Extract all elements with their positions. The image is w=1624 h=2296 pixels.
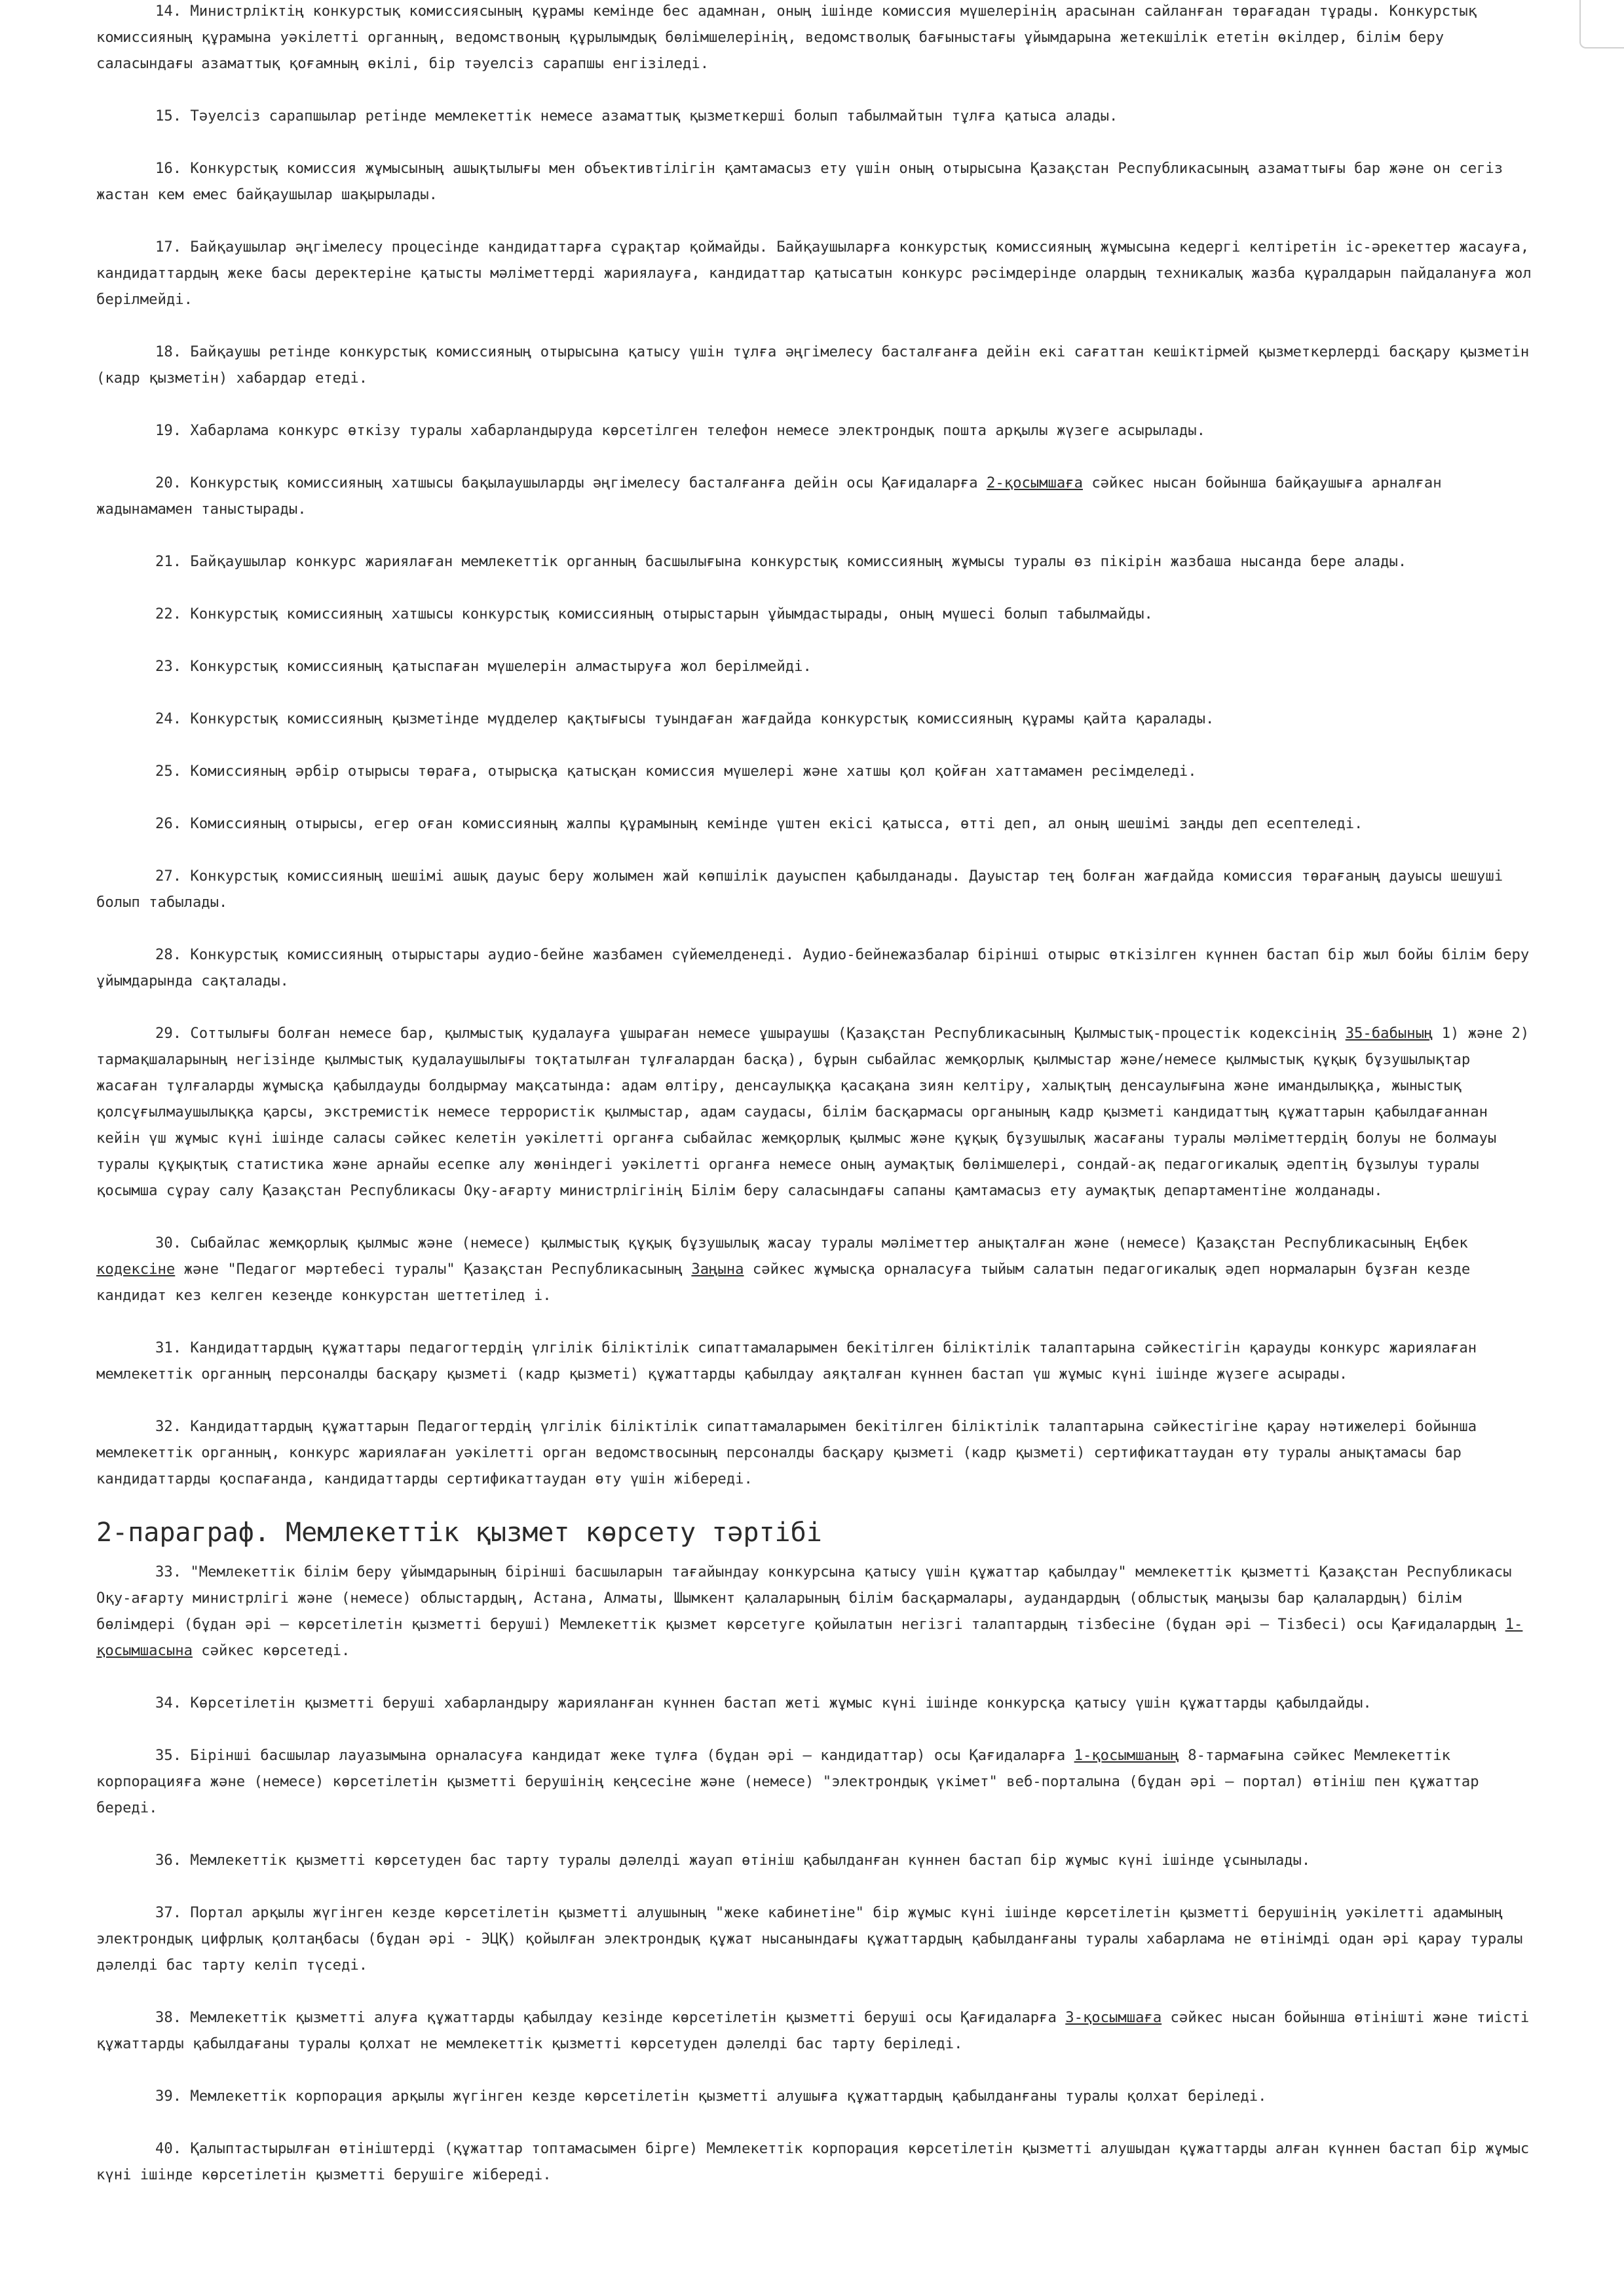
link-appendix-1-item[interactable]: 1-қосымшаның xyxy=(1074,1747,1179,1764)
paragraph-30-text-c: сәйкес жұмысқа орналасуға тыйым салатын педагогикалық әдеп нормаларын бұзған кезде кандидат кез келген кезеңде конкурстан шеттетілед і. xyxy=(96,1261,1479,1304)
paragraph-35-text-a: 35. Бірінші басшылар лауазымына орналасуға кандидат жеке тұлға (бұдан әрі – кандидаттар) осы Қағидаларға xyxy=(155,1747,1074,1764)
link-labor-code[interactable]: кодексіне xyxy=(96,1261,176,1278)
paragraph-40: 40. Қалыптастырылған өтініштерді (құжаттар топтамасымен бірге) Мемлекеттік корпорация көрсетілетін қызметті алушыдан құжаттарды алған күннен бастап бір жұмыс күні ішінде көрсетілетін қызметті берушіге жібереді. xyxy=(96,2140,1538,2183)
link-appendix-1[interactable]: 1-қосымшасына xyxy=(96,1616,1523,1659)
paragraph-23: 23. Конкурстық комиссияның қатыспаған мүшелерін алмастыруға жол берілмейді. xyxy=(155,658,812,675)
paragraph-29-text-b: 1) және 2) тармақшаларының негізінде қылмыстық қудалаушылығы тоқтатылған тұлғалардан басқа), бұрын сыбайлас жемқорлық қылмыстар және/немесе қылмыстық құқық бұзушылықтар жасаған тұлғаларды жұмысқа қабылдауды болдырмау мақсатында: адам өлтіру, денсаулыққа қасақана зиян келтіру, халықтың денсаулығына және имандылыққа, жыныстық қолсұғылмаушылыққа қарсы, экстремистік немесе террористік қылмыстар, адам саудасы, білім басқармасы органының кадр қызметі кандидаттың құжаттарын қабылдағаннан кейін үш жұмыс күні ішінде саласы сәйкес келетін уәкілетті органға сыбайлас жемқорлық қылмыс және құқық бұзушылық жасағаны туралы мәліметтердің болуы не болмауы туралы құқықтық статистика және арнайы есепке алу жөніндегі уәкілетті органға немесе оның аумақтық бөлімшелері, сондай-ақ педагогикалық әдептің бұзылуы туралы қосымша сұрау салу Қазақстан Республикасы Оқу-ағарту министрлігінің Білім беру саласындағы сапаны қамтамасыз ету аумақтық департаментіне жолданады. xyxy=(96,1025,1538,1199)
paragraph-34: 34. Көрсетілетін қызметті беруші хабарландыру жарияланған күннен бастап жеті жұмыс күні ішінде конкурсқа қатысу үшін құжаттарды қабылдайды. xyxy=(155,1694,1372,1712)
link-appendix-3[interactable]: 3-қосымшаға xyxy=(1065,2009,1162,2026)
paragraph-33 xyxy=(96,1559,1538,1664)
paragraph-14: 14. Министрліктің конкурстық комиссиясының құрамы кемінде бес адамнан, оның ішінде комиссия мүшелерінің арасынан сайланған төрағадан тұрады. Конкурстық комиссияның құрамына уәкілетті органның, ведомствоның құрылымдық бөлімшелерінің, ведомстволық бағыныстағы ұйымдарына жетекшілік ететін өкілдер, білім беру саласындағы азаматтық қоғамның өкілі, бір тәуелсіз сарапшы енгізіледі. xyxy=(96,3,1486,72)
paragraph-22: 22. Конкурстық комиссияның хатшысы конкурстық комиссияның отырыстарын ұйымдастырады, оның мүшесі болып табылмайды. xyxy=(155,605,1153,622)
paragraph-38-text-b: сәйкес нысан бойынша өтінішті және тиісті құжаттарды қабылдағаны туралы қолхат не мемлекеттік қызметті көрсетуден дәлелді бас тарту беріледі. xyxy=(96,2009,1538,2052)
paragraph-30 xyxy=(96,1230,1538,1309)
page-corner-tab xyxy=(1579,0,1624,48)
section-heading: 2-параграф. Мемлекеттік қызмет көрсету тәртібі xyxy=(96,1518,822,1548)
paragraph-15: 15. Тәуелсіз сарапшылар ретінде мемлекеттік немесе азаматтық қызметкерші болып табылмайтын тұлға қатыса алады. xyxy=(155,107,1118,124)
link-appendix-2[interactable]: 2-қосымшаға xyxy=(987,474,1083,491)
paragraph-38 xyxy=(96,2004,1538,2057)
paragraph-25: 25. Комиссияның әрбір отырысы төраға, отырысқа қатысқан комиссия мүшелері және хатшы қол қойған хаттамамен ресімделеді. xyxy=(155,763,1197,780)
paragraph-20 xyxy=(96,470,1538,522)
paragraph-20-text-b: сәйкес нысан бойынша байқаушыға арналған жадынамамен таныстырады. xyxy=(96,474,1451,518)
paragraph-24: 24. Конкурстық комиссияның қызметінде мүдделер қақтығысы туындаған жағдайда конкурстық комиссияның құрамы қайта қаралады. xyxy=(155,710,1215,727)
paragraph-21: 21. Байқаушылар конкурс жариялаған мемлекеттік органның басшылығына конкурстық комиссияның жұмысы туралы өз пікірін жазбаша нысанда бере алады. xyxy=(155,553,1407,570)
document-body xyxy=(96,0,1541,2188)
paragraph-35-text-b: 8-тармағына сәйкес Мемлекеттік корпорацияға және (немесе) көрсетілетін қызметті берушінің кеңсесіне және (немесе) "электрондық үкімет" веб-порталына (бұдан әрі – портал) өтініш пен құжаттар береді. xyxy=(96,1747,1488,1816)
paragraph-28: 28. Конкурстық комиссияның отырыстары аудио-бейне жазбамен сүйемелденеді. Аудио-бейнежазбалар бірінші отырыс өткізілген күннен бастап бір жыл бойы білім беру ұйымдарында сақталады. xyxy=(96,946,1538,989)
paragraph-30-text-b: және "Педагог мәртебесі туралы" Қазақстан Республикасының xyxy=(175,1261,692,1278)
paragraph-17: 17. Байқаушылар әңгімелесу процесінде кандидаттарға сұрақтар қоймайды. Байқаушыларға конкурстық комиссияның жұмысына кедергі келтіретін іс-әрекеттер жасауға, кандидаттардың жеке басы деректеріне қатысты мәліметтерді жариялауға, кандидаттар қатысатын конкурс рәсімдерінде олардың техникалық жазба құралдарын пайдалануға жол берілмейді. xyxy=(96,239,1541,308)
paragraph-29-text-a: 29. Соттылығы болған немесе бар, қылмыстық қудалауға ұшыраған немесе ұшыраушы (Қазақстан Республикасының Қылмыстық-процестік кодексінің xyxy=(155,1025,1346,1042)
paragraph-26: 26. Комиссияның отырысы, егер оған комиссияның жалпы құрамының кемінде үштен екісі қатысса, өтті деп, ал оның шешімі заңды деп есептеледі. xyxy=(155,815,1363,832)
paragraph-33-text-a: 33. "Мемлекеттік білім беру ұйымдарының бірінші басшыларын тағайындау конкурсына қатысу үшін құжаттар қабылдау" мемлекеттік қызметті Қазақстан Республикасы Оқу-ағарту министрлігі және (немесе) облыстардың, Астана, Алматы, Шымкент қалаларының білім басқармалары, аудандардың (облыстық маңызы бар қалалардың) білім бөлімдері (бұдан әрі – көрсетілетін қызметті беруші) Мемлекеттік қызмет көрсетуге қойылатын негізгі талаптардың тізбесіне (бұдан әрі – Тізбесі) осы Қағидалардың xyxy=(96,1563,1520,1633)
paragraph-39: 39. Мемлекеттік корпорация арқылы жүгінген кезде көрсетілетін қызметті алушыға құжаттардың қабылданғаны туралы қолхат беріледі. xyxy=(155,2088,1267,2105)
link-law[interactable]: Заңына xyxy=(691,1261,744,1278)
paragraph-33-text-b: сәйкес көрсетеді. xyxy=(192,1642,350,1659)
paragraph-20-text-a: 20. Конкурстық комиссияның хатшысы бақылаушыларды әңгімелесу басталғанға дейін осы Қағидаларға xyxy=(155,474,987,491)
paragraph-35 xyxy=(96,1742,1538,1821)
paragraph-16: 16. Конкурстық комиссия жұмысының ашықтылығы мен объективтілігін қамтамасыз ету үшін оның отырысына Қазақстан Республикасының азаматтығы бар және он сегіз жастан кем емес байқаушылар шақырылады. xyxy=(96,160,1512,203)
paragraph-36: 36. Мемлекеттік қызметті көрсетуден бас тарту туралы дәлелді жауап өтініш қабылданған күннен бастап бір жұмыс күні ішінде ұсынылады. xyxy=(155,1852,1311,1869)
paragraph-18: 18. Байқаушы ретінде конкурстық комиссияның отырысына қатысу үшін тұлға әңгімелесу басталғанға дейін екі сағаттан кешіктірмей қызметкерлерді басқару қызметін (кадр қызметін) хабардар етеді. xyxy=(96,343,1538,387)
paragraph-37: 37. Портал арқылы жүгінген кезде көрсетілетін қызметті алушының "жеке кабинетіне" бір жұмыс күні ішінде көрсетілетін қызметті берушінің уәкілетті адамының электрондық цифрлық қолтаңбасы (бұдан әрі - ЭЦҚ) қойылған электрондық құжат нысанындағы құжаттардың қабылданғаны туралы хабарлама не өтінімді одан әрі қарау туралы дәлелді бас тарту келіп түседі. xyxy=(96,1904,1532,1974)
paragraph-38-text-a: 38. Мемлекеттік қызметті алуға құжаттарды қабылдау кезінде көрсетілетін қызметті беруші осы Қағидаларға xyxy=(155,2009,1066,2026)
paragraph-29 xyxy=(96,1020,1538,1204)
paragraph-30-text-a: 30. Сыбайлас жемқорлық қылмыс және (немесе) қылмыстық құқық бұзушылық жасау туралы мәліметтер анықталған және (немесе) Қазақстан Республикасының Еңбек xyxy=(155,1234,1477,1252)
link-article-35[interactable]: 35-бабының xyxy=(1345,1025,1433,1042)
paragraph-31: 31. Кандидаттардың құжаттары педагогтердің үлгілік біліктілік сипаттамаларымен бекітілген біліктілік талаптарына сәйкестігін қарауды конкурс жариялаған мемлекеттік органның персоналды басқару қызметі (кадр қызметі) құжаттарды қабылдау аяқталған күннен бастап үш жұмыс күні ішінде жүзеге асырады. xyxy=(96,1339,1486,1383)
paragraph-19: 19. Хабарлама конкурс өткізу туралы хабарландыруда көрсетілген телефон немесе электрондық пошта арқылы жүзеге асырылады. xyxy=(155,422,1205,439)
paragraph-27: 27. Конкурстық комиссияның шешімі ашық дауыс беру жолымен жай көпшілік дауыспен қабылданады. Дауыстар тең болған жағдайда комиссия төрағаның дауысы шешуші болып табылады. xyxy=(96,868,1512,911)
paragraph-32: 32. Кандидаттардың құжаттарын Педагогтердің үлгілік біліктілік сипаттамаларымен бекітілген біліктілік талаптарына сәйкестігіне қарау нәтижелері бойынша мемлекеттік органның, конкурс жариялаған уәкілетті орган ведомствосының персоналды басқару қызметі (кадр қызметі) сертификаттаудан өту туралы анықтамасы бар кандидаттарды қоспағанда, кандидаттарды сертификаттаудан өту үшін жібереді. xyxy=(96,1418,1486,1487)
